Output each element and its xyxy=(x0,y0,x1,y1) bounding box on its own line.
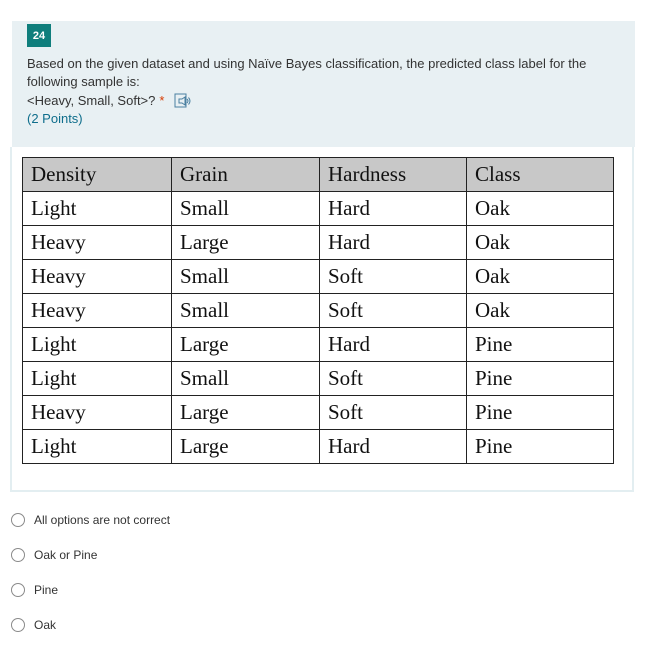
table-cell: Soft xyxy=(320,362,467,396)
table-cell: Hard xyxy=(320,430,467,464)
table-cell: Heavy xyxy=(23,226,172,260)
table-row xyxy=(23,226,614,260)
radio-button[interactable] xyxy=(11,548,25,562)
table-row xyxy=(23,294,614,328)
question-sample: <Heavy, Small, Soft>? xyxy=(27,93,156,108)
table-cell: Light xyxy=(23,328,172,362)
table-row xyxy=(23,396,614,430)
table-header-cell: Hardness xyxy=(320,158,467,192)
table-cell: Small xyxy=(172,260,320,294)
table-row xyxy=(23,430,614,464)
table-cell: Pine xyxy=(467,430,614,464)
table-header-row xyxy=(23,158,614,192)
table-row xyxy=(23,362,614,396)
table-cell: Large xyxy=(172,328,320,362)
option-label: Oak xyxy=(34,618,57,632)
table-cell: Pine xyxy=(467,328,614,362)
question-points: (2 Points) xyxy=(27,111,83,126)
table-cell: Soft xyxy=(320,260,467,294)
table-row xyxy=(23,328,614,362)
table-cell: Light xyxy=(23,430,172,464)
table-cell: Large xyxy=(172,226,320,260)
table-cell: Soft xyxy=(320,396,467,430)
required-mark: * xyxy=(159,93,165,108)
immersive-reader-icon[interactable] xyxy=(174,93,192,109)
table-cell: Large xyxy=(172,396,320,430)
table-cell: Light xyxy=(23,362,172,396)
table-cell: Small xyxy=(172,192,320,226)
option-oak[interactable] xyxy=(11,618,56,632)
option-oak-or-pine[interactable] xyxy=(11,548,97,562)
option-label: All options are not correct xyxy=(34,513,171,527)
table-cell: Oak xyxy=(467,192,614,226)
table-cell: Heavy xyxy=(23,260,172,294)
table-cell: Small xyxy=(172,362,320,396)
radio-button[interactable] xyxy=(11,513,25,527)
table-cell: Oak xyxy=(467,294,614,328)
table-cell: Hard xyxy=(320,226,467,260)
table-cell: Heavy xyxy=(23,396,172,430)
option-pine[interactable] xyxy=(11,583,58,597)
table-header-cell: Grain xyxy=(172,158,320,192)
dataset-table xyxy=(22,157,614,464)
question-text: Based on the given dataset and using Naïve Bayes classification, the predicted class label for the following sample is: xyxy=(27,56,587,89)
option-label: Oak or Pine xyxy=(34,548,98,562)
question-sample-line xyxy=(27,92,192,110)
table-cell: Hard xyxy=(320,328,467,362)
radio-button[interactable] xyxy=(11,583,25,597)
table-cell: Heavy xyxy=(23,294,172,328)
table-cell: Pine xyxy=(467,362,614,396)
table-cell: Light xyxy=(23,192,172,226)
table-row xyxy=(23,260,614,294)
option-label: Pine xyxy=(34,583,59,597)
table-row xyxy=(23,192,614,226)
table-header-cell: Density xyxy=(23,158,172,192)
question-number: 24 xyxy=(27,24,51,47)
option-all-not-correct[interactable] xyxy=(11,513,170,527)
table-header-cell: Class xyxy=(467,158,614,192)
table-cell: Oak xyxy=(467,226,614,260)
table-cell: Hard xyxy=(320,192,467,226)
table-cell: Oak xyxy=(467,260,614,294)
table-cell: Small xyxy=(172,294,320,328)
radio-button[interactable] xyxy=(11,618,25,632)
table-cell: Soft xyxy=(320,294,467,328)
question-card xyxy=(12,21,635,147)
table-cell: Pine xyxy=(467,396,614,430)
table-cell: Large xyxy=(172,430,320,464)
